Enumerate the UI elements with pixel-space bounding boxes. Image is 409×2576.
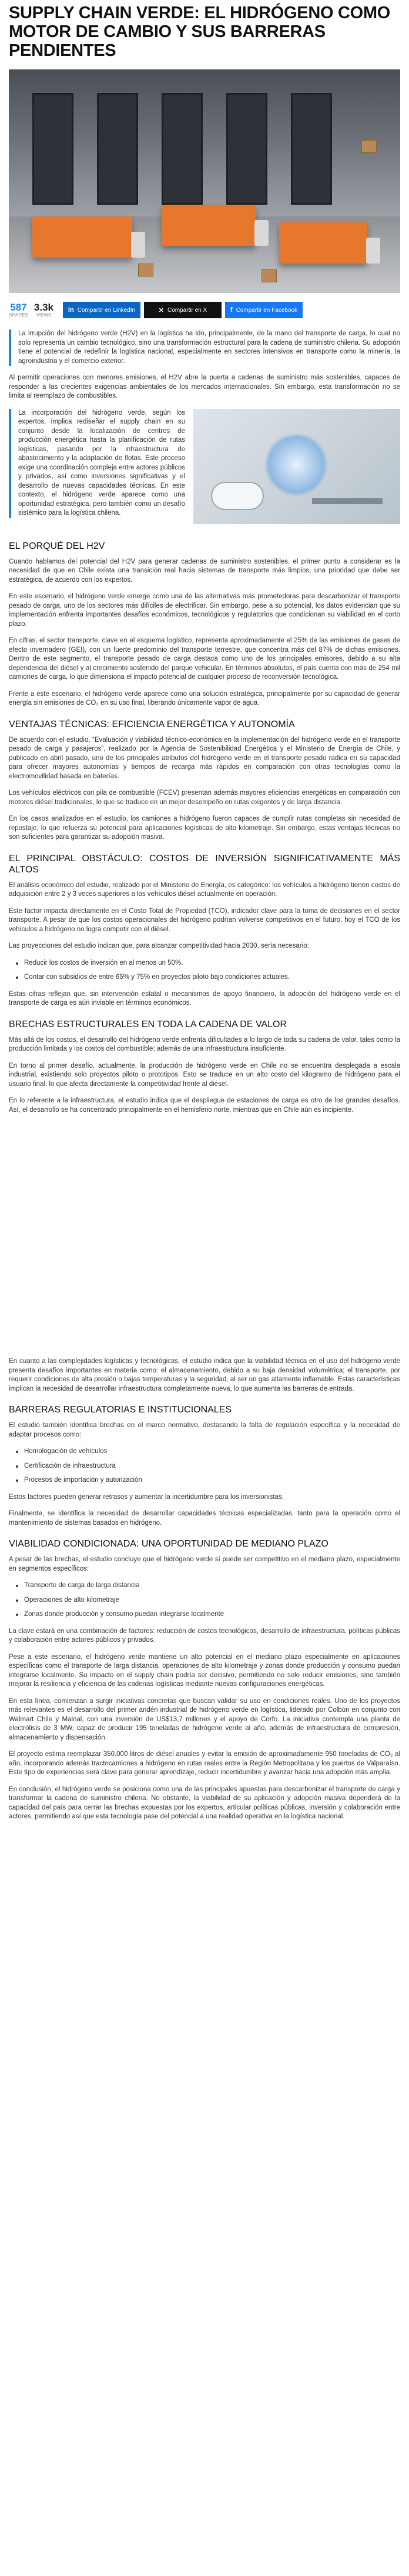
loading-bay: [162, 93, 203, 205]
share-counter: [9, 302, 28, 318]
segments-list: [9, 1581, 400, 1619]
paragraph: Estas cifras reflejan que, sin intervención estatal o mecanismos de apoyo financiero, la adopción del hidrógeno verde en el transporte de carga es aún inviable en términos económicos.: [9, 990, 400, 1007]
paragraph: La clave estará en una combinación de factores: reducción de costos tecnológicos, desarrollo de infraestructura, políticas públicas y colaboración entre actores públicos y privados.: [9, 1627, 400, 1644]
list-item: Certificación de infraestructura: [9, 1462, 400, 1471]
list-item: Homologación de vehículos: [9, 1447, 400, 1457]
share-x-label: Compartir en X: [167, 306, 207, 314]
list-item: Reducir los costos de inversión en al menos un 50%.: [9, 959, 400, 968]
paragraph: Más allá de los costos, el desarrollo del hidrógeno verde enfrenta dificultades a lo largo de toda su cadena de valor, tales como la producción limitada y los costos del combustible; además de una infraestructura insuficiente.: [9, 1036, 400, 1052]
paragraph: Frente a este escenario, el hidrógeno verde aparece como una solución estratégica, principalmente por su capacidad de generar energía sin emisiones de CO₂ en su uso final, liberando únicamente vapor de agua.: [9, 690, 400, 707]
requirements-list: [9, 959, 400, 982]
paragraph: Al permitir operaciones con menores emisiones, el H2V abre la puerta a cadenas de suministro más sostenibles, capaces de responder a las crecientes exigencias ambientales de los mercados internacionales. Sin embargo, esta transformación no se limita al reemplazo de combustibles.: [9, 374, 400, 399]
truck: [279, 222, 367, 264]
paragraph: De acuerdo con el estudio, “Evaluación y viabilidad técnico-económica en la implementación del hidrógeno verde en el transporte pesado de carga y pasajeros”, realizado por la Agencia de Sostenibilidad Energética y el Ministerio de Energía de Chile, y publicado en abril pasado, uno de los principales atributos del hidrógeno verde en el transporte pesado radica en su capacidad para ofrecer mayores autonomías y tiempos de recarga más rápidos en comparación con otras tecnologías como la electromovilidad basada en baterías.: [9, 736, 400, 780]
section-heading: BARRERAS REGULATORIAS E INSTITUCIONALES: [9, 1405, 232, 1415]
paragraph: Las proyecciones del estudio indican que, para alcanzar competitividad hacia 2030, sería necesario:: [9, 942, 309, 949]
paragraph: En torno al primer desafío, actualmente, la producción de hidrógeno verde en Chile no se encuentra desplegada a escala industrial, existiendo solo proyectos piloto o prototipos. Esto se traduce en un alto costo del kilogramo de hidrógeno para el usuario final, lo que afecta directamente la competitividad frente al diésel.: [9, 1062, 400, 1088]
paragraph: El estudio también identifica brechas en el marco normativo, destacando la falta de regulación específica y la necesidad de adaptar procesos como:: [9, 1422, 400, 1438]
blank-image-area: [9, 1123, 400, 1347]
paragraph: En lo referente a la infraestructura, el estudio indica que el despliegue de estaciones de carga es otro de los grandes desafíos. Así, el desarrollo se ha concentrado principalmente en el hemisferio norte, mientras que en Chile aún es incipiente.: [9, 1097, 400, 1114]
image-pipe: [312, 498, 383, 504]
section-heading: VIABILIDAD CONDICIONADA: UNA OPORTUNIDAD DE MEDIANO PLAZO: [9, 1539, 328, 1549]
view-count-label: VIEWS: [36, 312, 52, 318]
paragraph: Cuando hablamos del potencial del H2V para generar cadenas de suministro sostenibles, el primer punto a considerar es la necesidad de que en Chile exista una transición real hacia sistemas de transporte más limpios, una prioridad que debe ser estratégica, de acuerdo con los expertos.: [9, 558, 400, 584]
truck: [32, 216, 132, 258]
share-count: 587: [10, 302, 27, 313]
article-intro: La irrupción del hidrógeno verde (H2V) en la logística ha ido, principalmente, de la mano del transporte de carga, lo cual no solo representa un cambio tecnológico, sino una transformación estructural para la cadena de suministro chilena. Su adopción tiene el potencial de redefinir la logística nacional, especialmente en sectores intensivos en transporte como la minería, la agroindustria y el comercio exterior.: [9, 329, 400, 366]
share-facebook-label: Compartir en Facebook: [236, 306, 298, 314]
loading-bay: [291, 93, 332, 205]
image-glow: [264, 432, 328, 497]
paragraph: A pesar de las brechas, el estudio concluye que el hidrógeno verde sí puede ser competitivo en el mediano plazo, especialmente en segmentos específicos:: [9, 1556, 400, 1572]
share-bar: [9, 300, 400, 320]
paragraph: En cuanto a las complejidades logísticas y tecnológicas, el estudio indica que la viabilidad técnica en el uso del hidrógeno verde presenta desafíos importantes en materia como: el almacenamiento, debido a su baja densidad volumétrica; el transporte, por requerir condiciones de alta presión o bajas temperaturas y la seguridad, al ser un gas altamente inflamable. Estas características implican la necesidad de desarrollar infraestructura completamente nueva, lo que aumenta las barreras de entrada.: [9, 1358, 400, 1392]
inline-image-hydrogen-tank: [193, 409, 400, 524]
article-headline: SUPPLY CHAIN VERDE: EL HIDRÓGENO COMO MOTOR DE CAMBIO Y SUS BARRERAS PENDIENTES: [9, 4, 391, 60]
section-heading: VENTAJAS TÉCNICAS: EFICIENCIA ENERGÉTICA Y AUTONOMÍA: [9, 719, 295, 729]
facebook-icon: f: [230, 306, 233, 314]
cargo-box: [361, 140, 377, 153]
paragraph: Pese a este escenario, el hidrógeno verde mantiene un alto potencial en el mediano plazo especialmente en aplicaciones específicas como el transporte de larga distancia, operaciones de alto kilometraje y zonas donde producción y consumo puedan integrarse localmente. Su impacto en el supply chain podría ser decisivo, permitiendo no solo reducir emisiones, sino también mejorar la resiliencia y eficiencia de las cadenas logísticas mediante nuevas configuraciones energéticas.: [9, 1653, 400, 1688]
paragraph: En conclusión, el hidrógeno verde se posiciona como una de las principales apuestas para descarbonizar el transporte de carga y transformar la cadena de suministro chilena. No obstante, la viabilidad de su aplicación y adopción masiva dependerá de la capacidad del país para cerrar las brechas expuestas por los expertos, articular políticas públicas, inversión y colaboración entre actores, permitiendo así que esta tecnología pase del potencial a una realidad operativa en la logística nacional.: [9, 1785, 400, 1820]
paragraph: Este factor impacta directamente en el Costo Total de Propiedad (TCO), indicador clave para la toma de decisiones en el sector transporte. A pesar de que los costos operacionales del hidrógeno podrían volverse competitivos en el futuro, hoy el TCO de los vehículos a hidrógeno no logra competir con el diésel.: [9, 907, 400, 933]
paragraph: La incorporación del hidrógeno verde, según los expertos, implica rediseñar el supply chain en su conjunto desde la localización de centros de producción energética hasta la planificación de rutas logísticas, pasando por la infraestructura de abastecimiento y la adaptación de flotas. Este proceso exige una coordinación compleja entre actores públicos y privados, así como inversiones significativas y el desarrollo de nuevas capacidades técnicas. En este contexto, el hidrógeno verde aparece como una oportunidad estratégica, pero también como un desafío sistémico para la logística chilena.: [9, 409, 400, 518]
paragraph: Los vehículos eléctricos con pila de combustible (FCEV) presentan además mayores eficiencias energéticas en comparación con motores diésel tradicionales, lo que se traduce en un mejor desempeño en rutas exigentes y de larga distancia.: [9, 789, 400, 806]
list-item: Zonas donde producción y consumo puedan integrarse localmente: [9, 1610, 400, 1619]
share-linkedin-label: Compartir en LinkedIn: [77, 306, 136, 314]
section-heading: BRECHAS ESTRUCTURALES EN TODA LA CADENA DE VALOR: [9, 1019, 287, 1029]
list-item: Procesos de importación y autorización: [9, 1476, 400, 1485]
share-facebook-button[interactable]: [225, 302, 303, 318]
image-tank: [211, 482, 264, 510]
truck: [162, 205, 256, 246]
share-x-button[interactable]: [144, 302, 222, 318]
paragraph: El proyecto estima reemplazar 350.000 litros de diésel anuales y evitar la emisión de aproximadamente 950 toneladas de CO₂ al año, incorporando además tractocamiones a hidrógeno en rutas reales entre la Región Metropolitana y los puertos de Valparaíso. Este tipo de experiencias será clave para generar aprendizaje, reducir incertidumbre y avanzar hacia una adopción más amplia.: [9, 1751, 400, 1776]
list-item: Transporte de carga de larga distancia: [9, 1581, 400, 1591]
view-count: 3.3k: [33, 302, 53, 313]
paragraph: Finalmente, se identifica la necesidad de desarrollar capacidades técnicas especializadas, tanto para la operación como el mantenimiento de sistemas basados en hidrógeno.: [9, 1510, 400, 1527]
loading-bay: [97, 93, 138, 205]
paragraph: En los casos analizados en el estudio, los camiones a hidrógeno fueron capaces de cumplir rutas completas sin necesidad de repostaje, lo que refuerza su potencial para aplicaciones logísticas de alto kilometraje. Sin embargo, estas ventajas técnicas no son suficientes para garantizar su adopción masiva.: [9, 815, 400, 841]
view-counter: [34, 302, 53, 318]
list-item: Contar con subsidios de entre 65% y 75% en proyectos piloto bajo condiciones actuales.: [9, 973, 400, 982]
paragraph: En cifras, el sector transporte, clave en el esquema logístico, representa aproximadamente el 25% de las emisiones de gases de efecto invernadero (GEI), con un fuerte predominio del transporte terrestre, que concentra más del 87% de dichas emisiones. Dentro de este segmento, el transporte pesado de carga destaca como uno de los principales emisores, debido a su alta dependencia del diésel y al crecimiento sostenido del parque vehicular. En términos absolutos, el país cuenta con más de 254 mil camiones de carga, lo que dimensiona el impacto potencial de cualquier proceso de reconversión tecnológica.: [9, 637, 400, 681]
processes-list: [9, 1447, 400, 1485]
article-body: [9, 329, 400, 1822]
cargo-box: [262, 269, 277, 282]
share-count-label: SHARES: [9, 312, 28, 318]
paragraph-with-image: [9, 409, 400, 530]
paragraph: En este escenario, el hidrógeno verde emerge como una de las alternativas más prometedoras para descarbonizar el transporte pesado de carga, uno de los sectores más difíciles de electrificar. Sin embargo, pese a su potencial, los datos evidencian que su implementación enfrenta importantes desafíos económicos, tecnológicos y regulatorios que condicionan su viabilidad en el corto plazo.: [9, 593, 400, 628]
section-heading: EL PRINCIPAL OBSTÁCULO: COSTOS DE INVERSIÓN SIGNIFICATIVAMENTE MÁS ALTOS: [9, 853, 400, 875]
hero-image-trucks-loading-dock: [9, 69, 400, 293]
section-heading: EL PORQUÉ DEL H2V: [9, 541, 105, 551]
x-icon: ✕: [158, 306, 164, 314]
paragraph: Estos factores pueden generar retrasos y aumentar la incertidumbre para los inversionistas.: [9, 1493, 284, 1501]
list-item: Operaciones de alto kilometraje: [9, 1596, 400, 1605]
share-linkedin-button[interactable]: [63, 302, 140, 318]
loading-bay: [226, 93, 267, 205]
paragraph: El análisis económico del estudio, realizado por el Ministerio de Energía, es categórico: los vehículos a hidrógeno tienen costos de adquisición entre 2 y 3 veces superiores a los vehículos diésel actualmente en operación.: [9, 881, 400, 898]
linkedin-icon: in: [68, 306, 74, 314]
loading-bay: [32, 93, 73, 205]
paragraph: En esta línea, comienzan a surgir iniciativas concretas que buscan validar su uso en condiciones reales. Uno de los proyectos más relevantes es el desarrollo del primer andén industrial de hidrógeno verde en logística, liderado por Colbún en conjunto con Walmart Chile y Mainal, con una inversión de US$13,7 millones y el apoyo de Corfo. La iniciativa contempla una planta de electrólisis de 3 MW, capaz de producir 195 toneladas de hidrógeno verde al año, además de infraestructura de compresión, almacenamiento y dispensación.: [9, 1697, 400, 1741]
cargo-box: [138, 264, 153, 276]
